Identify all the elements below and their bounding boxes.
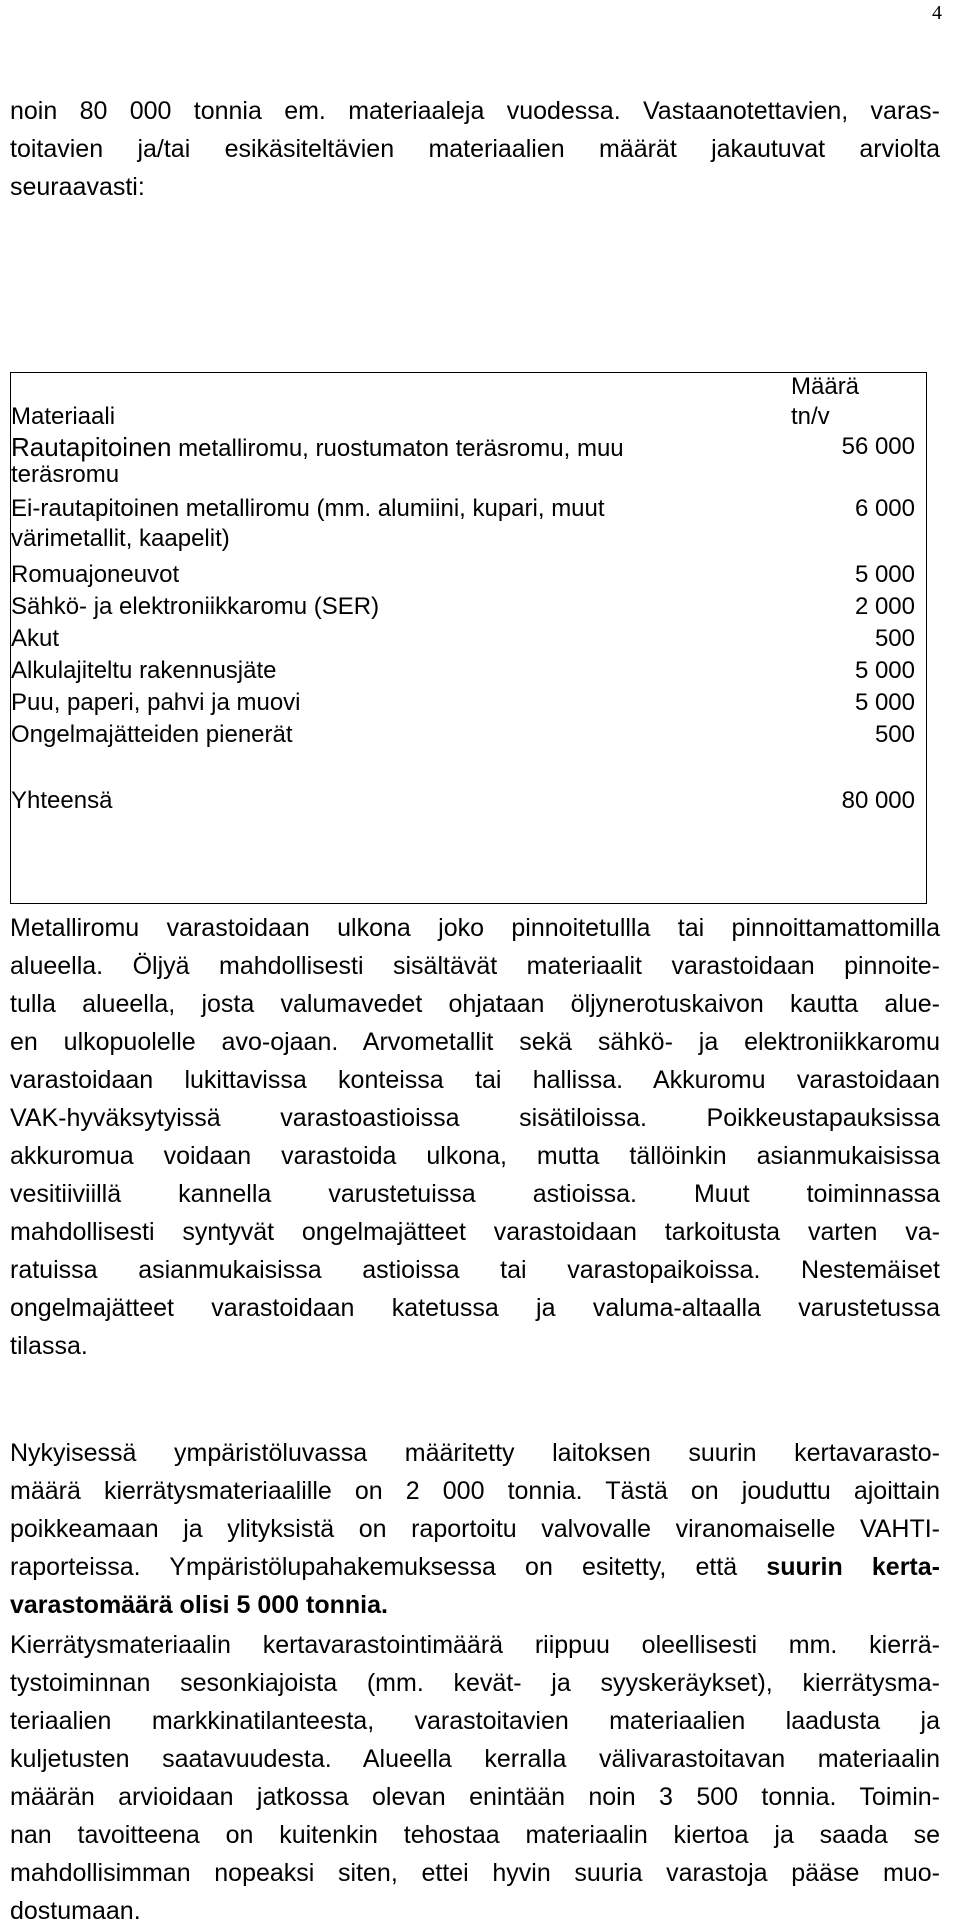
text-line: Metalliromu varastoidaan ulkona joko pinnoitetullla tai pinnoittamattomilla [10, 914, 940, 942]
text-line: poikkeamaan ja ylityksistä on raportoitu valvovalle viranomaiselle VAHTI- [10, 1515, 940, 1543]
table-header-row [11, 371, 926, 403]
text-line: määrä kierrätysmateriaalille on 2 000 tonnia. Tästä on jouduttu ajoittain [10, 1477, 940, 1505]
material-amount: 5 000 [854, 561, 915, 588]
material-amount: 500 [874, 625, 915, 652]
material-amount: 2 000 [854, 593, 915, 620]
text-line: alueella. Öljyä mahdollisesti sisältävät materiaalit varastoidaan pinnoite- [10, 952, 940, 980]
capacity-paragraph [10, 1434, 940, 1624]
material-name-line2: värimetallit, kaapelit) [11, 525, 230, 552]
text-line: VAK-hyväksytyissä varastoastioissa sisätiloissa. Poikkeustapauksissa [10, 1104, 940, 1132]
text-line: teriaalien markkinatilanteesta, varastoitavien materiaalien laadusta ja [10, 1707, 940, 1735]
text-normal: raporteissa. Ympäristölupahakemuksessa on esitetty, että [10, 1553, 767, 1581]
text-line: noin 80 000 tonnia em. materiaaleja vuodessa. Vastaanotettavien, varas- [10, 97, 940, 125]
materials-table [10, 372, 927, 904]
text-line: ratuissa asianmukaisissa astioissa tai varastopaikoissa. Nestemäiset [10, 1256, 940, 1284]
material-amount: 6 000 [854, 495, 915, 522]
material-amount: 5 000 [854, 689, 915, 716]
intro-paragraph [10, 92, 940, 206]
text-line-bold: varastomäärä olisi 5 000 tonnia. [10, 1591, 388, 1619]
material-name-rest: metalliromu, ruostumaton teräsromu, muu [171, 435, 624, 462]
material-header: Materiaali [11, 403, 116, 430]
total-label: Yhteensä [11, 787, 113, 814]
text-line: Nykyisessä ympäristöluvassa määritetty laitoksen suurin kertavarasto- [10, 1439, 940, 1467]
text-line: dostumaan. [10, 1897, 141, 1925]
text-line: mahdollisesti syntyvät ongelmajätteet varastoidaan tarkoitusta varten va- [10, 1218, 940, 1246]
material-amount: 500 [874, 721, 915, 748]
storage-paragraph [10, 909, 940, 1365]
page-number: 4 [932, 2, 942, 24]
material-name: Ei-rautapitoinen metalliromu (mm. alumiini, kupari, muut [11, 495, 605, 522]
text-line: varastoidaan lukittavissa konteissa tai hallissa. Akkuromu varastoidaan [10, 1066, 940, 1094]
material-name: Sähkö- ja elektroniikkaromu (SER) [11, 593, 380, 620]
text-line: toitavien ja/tai esikäsiteltävien materiaalien määrät jakautuvat arviolta [10, 135, 940, 163]
amount-header-line2: tn/v [791, 403, 830, 430]
seasonal-paragraph [10, 1626, 940, 1930]
material-amount: 56 000 [841, 433, 915, 460]
text-line [10, 1548, 940, 1586]
text-line: tystoiminnan sesonkiajoista (mm. kevät- ja syyskeräykset), kierrätysma- [10, 1669, 940, 1697]
text-line: ongelmajätteet varastoidaan katetussa ja valuma-altaalla varustetussa [10, 1294, 940, 1322]
text-line: vesitiiviillä kannella varustetuissa astioissa. Muut toiminnassa [10, 1180, 940, 1208]
text-line: nan tavoitteena on kuitenkin tehostaa materiaalin kiertoa ja saada se [10, 1821, 940, 1849]
material-name: Ongelmajätteiden pienerät [11, 721, 293, 748]
text-line: tulla alueella, josta valumavedet ohjataan öljynerotuskaivon kautta aluе- [10, 990, 940, 1018]
material-name: Akut [11, 625, 60, 652]
text-bold: suurin kerta- [766, 1553, 940, 1581]
text-line: kuljetusten saatavuudesta. Alueella kerralla välivarastoitavan materiaalin [10, 1745, 940, 1773]
text-line: seuraavasti: [10, 173, 145, 201]
amount-header-line1: Määrä [791, 373, 860, 400]
material-name-line2: teräsromu [11, 461, 120, 488]
text-line: en ulkopuolelle avo-ojaan. Arvometallit sekä sähkö- ja elektroniikkaromu [10, 1028, 940, 1056]
text-line: akkuromua voidaan varastoida ulkona, mutta tällöinkin asianmukaisissa [10, 1142, 940, 1170]
text-line: määrän arvioidaan jatkossa olevan enintään noin 3 500 tonnia. Toimin- [10, 1783, 940, 1811]
text-line: Kierrätysmateriaalin kertavarastointimäärä riippuu oleellisesti mm. kierrä- [10, 1631, 940, 1659]
material-name: Alkulajiteltu rakennusjäte [11, 657, 277, 684]
material-amount: 5 000 [854, 657, 915, 684]
material-name-emphasis: Rautapitoinen [11, 432, 172, 462]
text-line: mahdollisimman nopeaksi siten, ettei hyvin suuria varastoja pääse muo- [10, 1859, 940, 1887]
total-amount: 80 000 [841, 787, 915, 814]
material-name: Romuajoneuvot [11, 561, 180, 588]
text-line: tilassa. [10, 1332, 88, 1360]
material-name: Puu, paperi, pahvi ja muovi [11, 689, 301, 716]
